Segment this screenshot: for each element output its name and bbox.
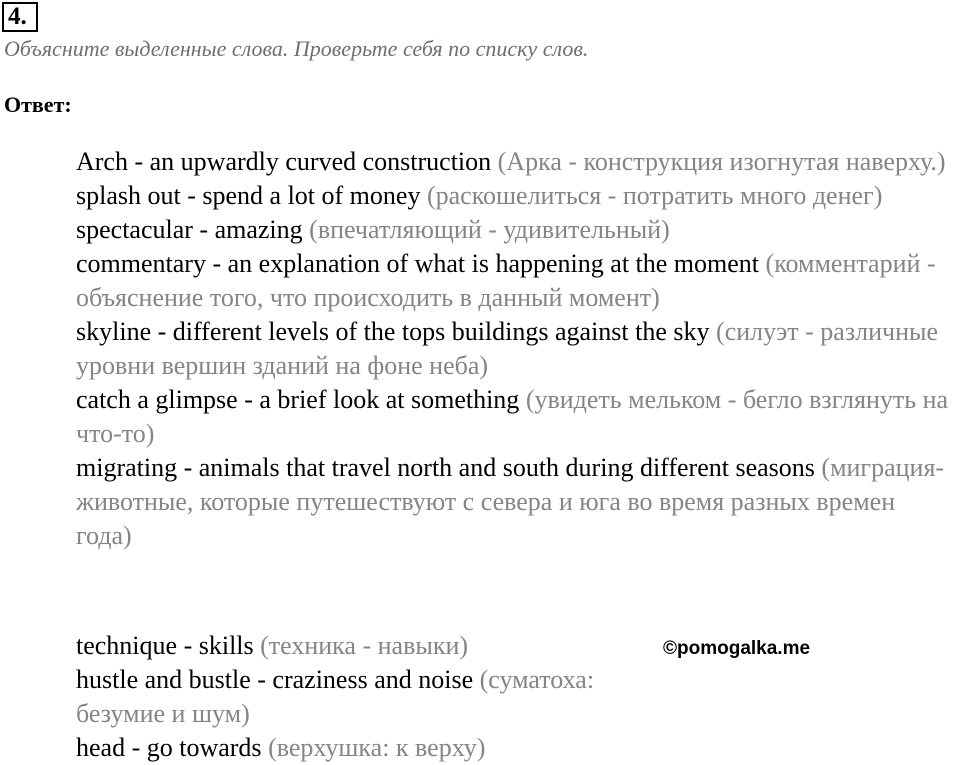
entry-english: hustle and bustle - craziness and noise (76, 665, 474, 694)
vocabulary-entry (76, 629, 636, 663)
vocabulary-entry (76, 663, 636, 731)
vocabulary-entry (76, 145, 954, 179)
entry-english: head - go towards (76, 733, 262, 762)
task-number: 4. (2, 2, 38, 32)
entry-english: catch a glimpse - a brief look at something (76, 385, 520, 414)
entry-english: spectacular - amazing (76, 215, 303, 244)
entry-english: migrating - animals that travel north and south during different seasons (76, 453, 815, 482)
vocabulary-entry (76, 731, 636, 765)
entry-english: splash out - spend a lot of money (76, 181, 421, 210)
entry-english: skyline - different levels of the tops buildings against the sky (76, 317, 710, 346)
vocabulary-entry (76, 383, 954, 451)
entry-english: Arch - an upwardly curved construction (76, 147, 492, 176)
entry-russian: (техника - навыки) (260, 631, 469, 660)
entry-russian: (суматоха: безумие и шум) (76, 665, 595, 728)
entry-russian: (миграция- животные, которые путешествуют с севера и юга во время разных времен года) (76, 453, 945, 550)
entry-russian: (комментарий - объяснение того, что происходить в данный момент) (76, 249, 936, 312)
entry-english: technique - skills (76, 631, 254, 660)
vocabulary-entry (76, 315, 954, 383)
task-instruction: Объясните выделенные слова. Проверьте себя по списку слов. (4, 36, 589, 61)
entry-russian: (раскошелиться - потратить много денег) (426, 181, 883, 210)
entry-russian: (впечатляющий - удивительный) (309, 215, 670, 244)
answer-label: Ответ: (4, 92, 72, 117)
vocabulary-entry (76, 213, 954, 247)
vocabulary-entry (76, 247, 954, 315)
vocabulary-entry (76, 179, 954, 213)
vocabulary-list-main (76, 145, 954, 553)
entry-russian: (силуэт - различные уровни вершин зданий на фоне неба) (76, 317, 938, 380)
vocabulary-entry (76, 451, 954, 553)
vocabulary-list-continued (76, 629, 636, 765)
entry-english: commentary - an explanation of what is happening at the moment (76, 249, 760, 278)
site-watermark: ©pomogalka.me (663, 638, 811, 659)
entry-russian: (увидеть мельком - бегло взглянуть на что-то) (76, 385, 949, 448)
entry-russian: (верхушка: к верху) (268, 733, 486, 762)
entry-russian: (Арка - конструкция изогнутая наверху.) (497, 147, 946, 176)
